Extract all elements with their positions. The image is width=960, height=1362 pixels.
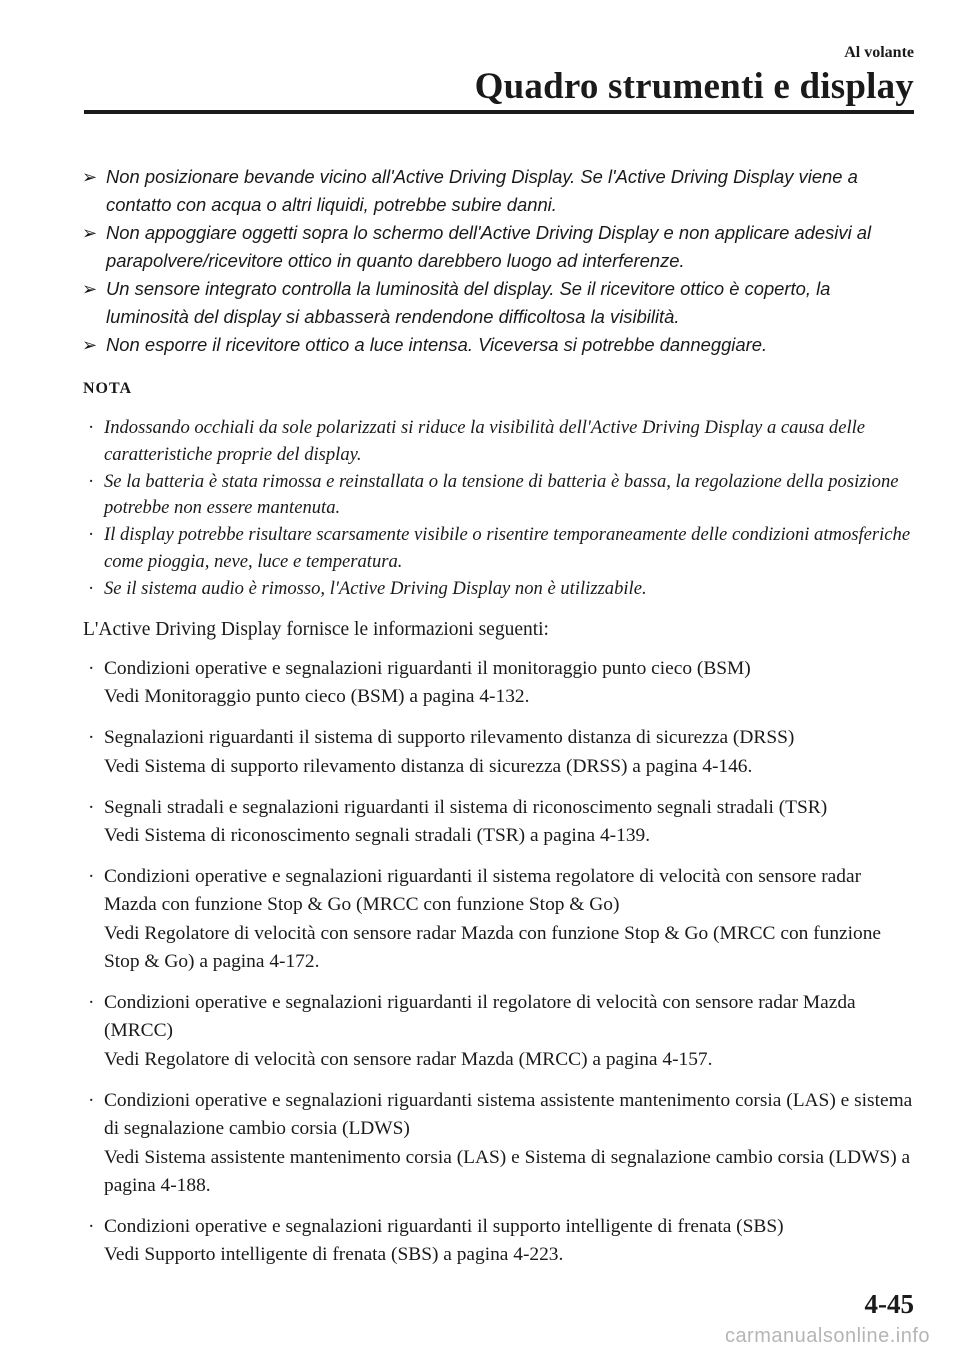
- warning-text: Non esporre il ricevitore ottico a luce intensa. Viceversa si potrebbe danneggiare.: [106, 334, 768, 355]
- info-item: [84, 655, 916, 712]
- info-item: [84, 1213, 916, 1270]
- info-item: [84, 1087, 916, 1201]
- warning-item: [82, 331, 914, 359]
- info-reference: Vedi Monitoraggio punto cieco (BSM) a pagina 4-132.: [104, 686, 530, 708]
- dot-bullet-icon: ·: [88, 524, 95, 546]
- note-text: Se la batteria è stata rimossa e reinstallata o la tensione di batteria è bassa, la regolazione della posizione potrebbe non essere mantenuta.: [104, 470, 899, 519]
- page-header: [475, 44, 914, 105]
- arrow-bullet-icon: ➢: [82, 167, 98, 187]
- info-text: Condizioni operative e segnalazioni riguardanti il supporto intelligente di frenata (SBS): [104, 1215, 784, 1237]
- warning-item: [82, 163, 914, 219]
- dot-bullet-icon: ·: [88, 1215, 95, 1237]
- info-reference: Vedi Regolatore di velocità con sensore radar Mazda con funzione Stop & Go (MRCC con funzione Stop & Go) a pagina 4-172.: [104, 922, 882, 973]
- dot-bullet-icon: ·: [88, 796, 95, 818]
- note-text: Indossando occhiali da sole polarizzati si riduce la visibilità dell'Active Driving Display a causa delle caratteristiche proprie del display.: [104, 417, 866, 465]
- note-item: [84, 576, 919, 603]
- warning-list: [82, 163, 914, 359]
- info-text: Condizioni operative e segnalazioni riguardanti il sistema regolatore di velocità con sensore radar Mazda con funzione Stop & Go (MRCC con funzione Stop & Go): [104, 865, 862, 916]
- arrow-bullet-icon: ➢: [82, 279, 98, 299]
- page-title: Quadro strumenti e display: [474, 66, 914, 107]
- header-rule: [84, 110, 914, 114]
- note-text: Il display potrebbe risultare scarsamente visibile o risentire temporaneamente delle condizioni atmosferiche come pioggia, neve, luce e temperatura.: [104, 524, 911, 572]
- info-item: [84, 794, 916, 851]
- warning-text: Un sensore integrato controlla la luminosità del display. Se il ricevitore ottico è coperto, la luminosità del display si abbasserà rendendone difficoltosa la visibilità.: [106, 278, 831, 327]
- note-item: [84, 415, 919, 469]
- watermark: carmanualsonline.info: [724, 1325, 930, 1347]
- warning-item: [82, 219, 914, 275]
- dot-bullet-icon: ·: [88, 470, 95, 492]
- dot-bullet-icon: ·: [88, 577, 95, 599]
- dot-bullet-icon: ·: [88, 658, 95, 679]
- arrow-bullet-icon: ➢: [82, 335, 98, 355]
- info-text: Condizioni operative e segnalazioni riguardanti il monitoraggio punto cieco (BSM): [104, 658, 751, 679]
- dot-bullet-icon: ·: [88, 1089, 95, 1111]
- info-item: [84, 863, 916, 977]
- note-item: [84, 469, 919, 523]
- info-text: Segnalazioni riguardanti il sistema di supporto rilevamento distanza di sicurezza (DRSS): [104, 727, 795, 749]
- note-heading: NOTA: [83, 380, 133, 397]
- note-text: Se il sistema audio è rimosso, l'Active Driving Display non è utilizzabile.: [104, 577, 647, 599]
- info-reference: Vedi Sistema assistente mantenimento corsia (LAS) e Sistema di segnalazione cambio corsia (LDWS) a pagina 4-188.: [104, 1146, 911, 1196]
- info-reference: Vedi Regolatore di velocità con sensore radar Mazda (MRCC) a pagina 4-157.: [104, 1048, 713, 1070]
- dot-bullet-icon: ·: [88, 992, 95, 1014]
- note-list: [84, 415, 919, 603]
- info-text: Condizioni operative e segnalazioni riguardanti sistema assistente mantenimento corsia (LAS) e sistema di segnalazione cambio corsia (LDWS): [104, 1089, 913, 1140]
- info-item: [84, 989, 916, 1074]
- info-reference: Vedi Sistema di riconoscimento segnali stradali (TSR) a pagina 4-139.: [104, 825, 651, 847]
- dot-bullet-icon: ·: [88, 727, 95, 749]
- info-list: [84, 655, 916, 1282]
- note-item: [84, 522, 919, 576]
- info-reference: Vedi Sistema di supporto rilevamento distanza di sicurezza (DRSS) a pagina 4-146.: [104, 755, 753, 777]
- intro-paragraph: L'Active Driving Display fornisce le informazioni seguenti:: [83, 619, 549, 640]
- section-label: Al volante: [844, 44, 914, 61]
- page-number: 4-45: [864, 1289, 914, 1319]
- dot-bullet-icon: ·: [88, 865, 95, 887]
- dot-bullet-icon: ·: [88, 417, 95, 438]
- arrow-bullet-icon: ➢: [82, 223, 98, 243]
- info-text: Condizioni operative e segnalazioni riguardanti il regolatore di velocità con sensore radar Mazda (MRCC): [104, 992, 856, 1042]
- info-reference: Vedi Supporto intelligente di frenata (SBS) a pagina 4-223.: [104, 1244, 564, 1266]
- warning-item: [82, 275, 914, 331]
- info-item: [84, 724, 916, 781]
- info-text: Segnali stradali e segnalazioni riguardanti il sistema di riconoscimento segnali stradali (TSR): [104, 796, 828, 818]
- warning-text: Non posizionare bevande vicino all'Active Driving Display. Se l'Active Driving Display viene a contatto con acqua o altri liquidi, potrebbe subire danni.: [106, 166, 858, 215]
- warning-text: Non appoggiare oggetti sopra lo schermo dell'Active Driving Display e non applicare adesivi al parapolvere/ricevitore ottico in quanto darebbero luogo ad interferenze.: [106, 222, 872, 271]
